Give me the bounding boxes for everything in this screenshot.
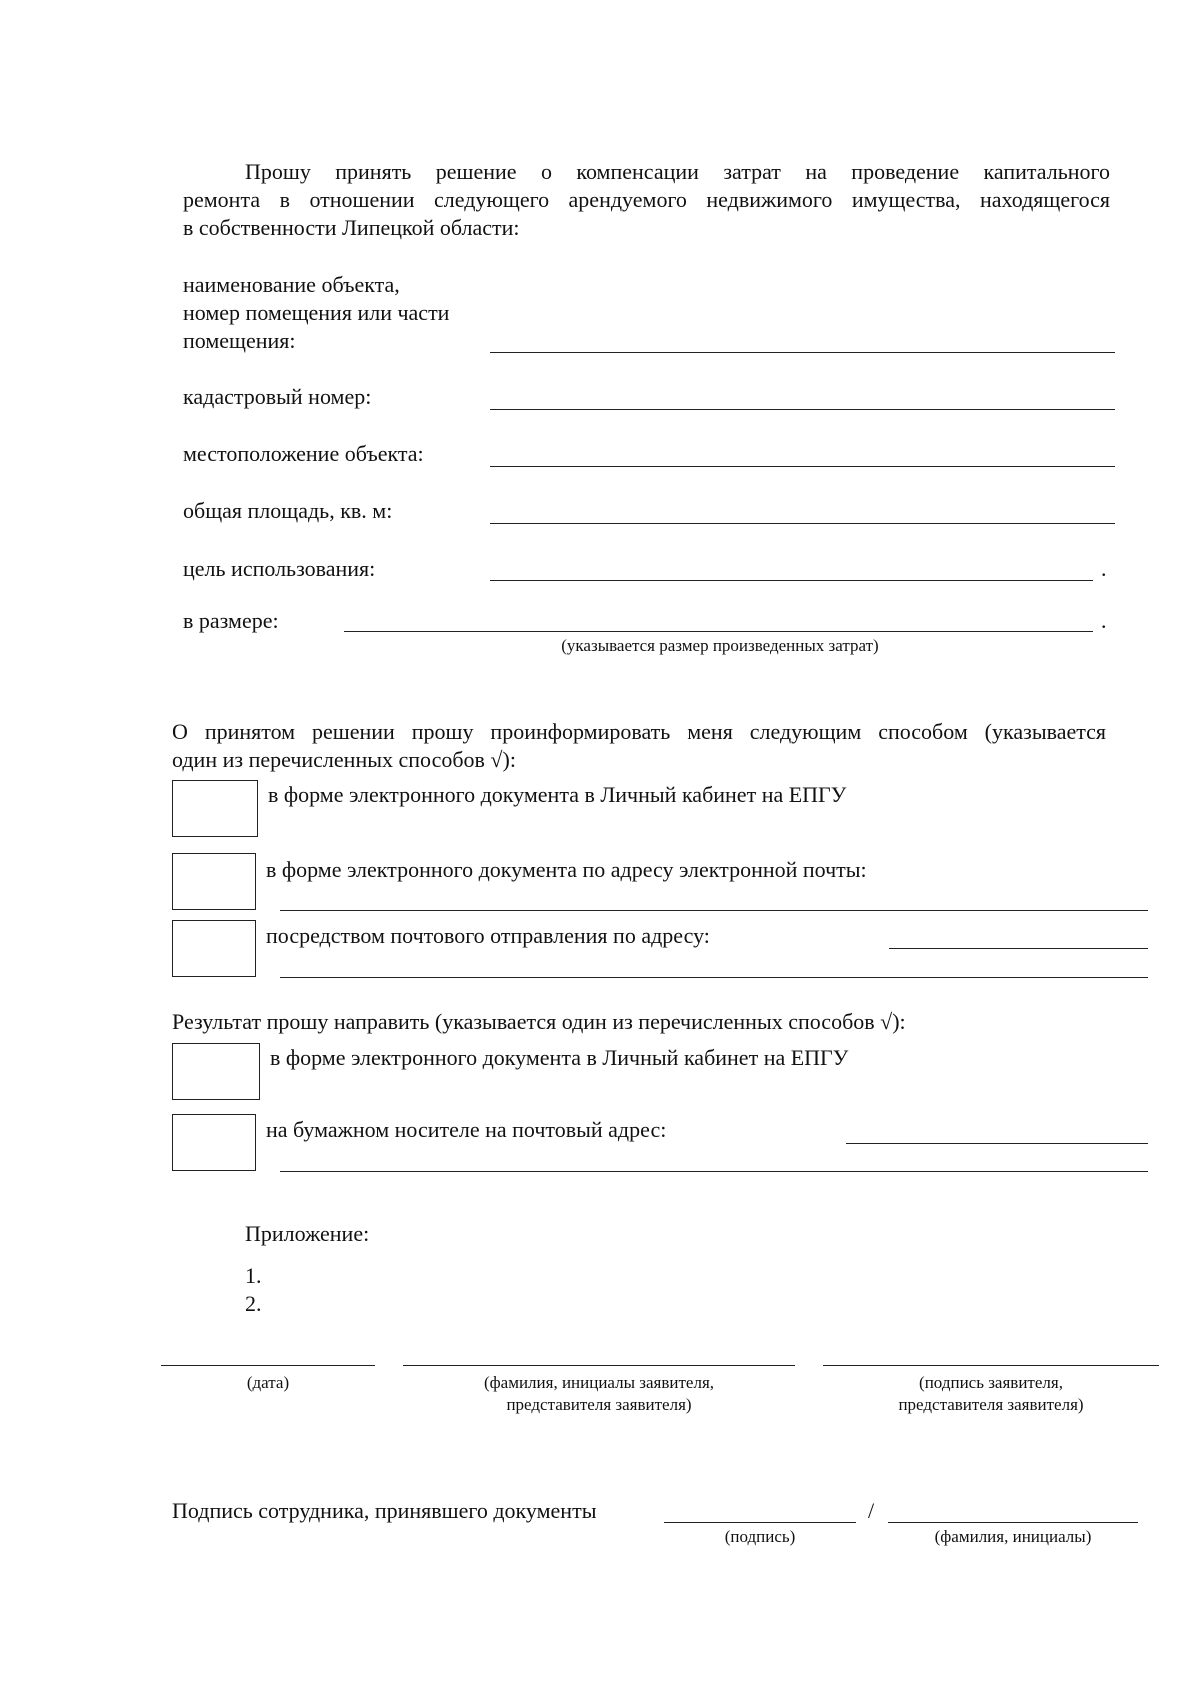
area-field[interactable] <box>490 523 1115 524</box>
location-field[interactable] <box>490 466 1115 467</box>
purpose-end-dot: . <box>1101 556 1107 581</box>
appendix-item-2: 2. <box>245 1291 262 1316</box>
inform-line-2: один из перечисленных способов √): <box>172 747 516 772</box>
result-postal-field-1[interactable] <box>846 1143 1148 1144</box>
sign-hint-1: (подпись заявителя, <box>919 1373 1063 1392</box>
inform-option-1-label: в форме электронного документа в Личный кабинет на ЕПГУ <box>268 782 847 807</box>
location-label: местоположение объекта: <box>183 441 424 466</box>
cadastral-field[interactable] <box>490 409 1115 410</box>
applicant-signature-field[interactable] <box>823 1365 1159 1366</box>
email-field[interactable] <box>280 910 1148 911</box>
amount-hint: (указывается размер произведенных затрат) <box>561 636 879 655</box>
intro-line-1: Прошу принять решение о компенсации затрат на проведение капитального <box>245 159 1110 184</box>
object-name-label-2: номер помещения или части <box>183 300 450 325</box>
amount-field[interactable] <box>344 631 1093 632</box>
employee-signature-field[interactable] <box>664 1522 856 1523</box>
employee-name-hint: (фамилия, инициалы) <box>934 1527 1092 1546</box>
purpose-field[interactable] <box>490 580 1093 581</box>
result-option-2-label: на бумажном носителе на почтовый адрес: <box>266 1117 667 1142</box>
inform-option-3-checkbox[interactable] <box>172 920 256 977</box>
appendix-title: Приложение: <box>245 1221 370 1246</box>
employee-slash: / <box>868 1498 875 1523</box>
object-name-field[interactable] <box>490 352 1115 353</box>
intro-line-3: в собственности Липецкой области: <box>183 215 520 240</box>
inform-option-2-checkbox[interactable] <box>172 853 256 910</box>
result-title: Результат прошу направить (указывается один из перечисленных способов √): <box>172 1009 906 1034</box>
postal-address-field-1[interactable] <box>889 948 1148 949</box>
appendix-item-1: 1. <box>245 1263 262 1288</box>
purpose-label: цель использования: <box>183 556 376 581</box>
result-option-2-checkbox[interactable] <box>172 1114 256 1171</box>
inform-option-3-label: посредством почтового отправления по адресу: <box>266 923 710 948</box>
date-hint: (дата) <box>246 1373 290 1392</box>
object-name-label-3: помещения: <box>183 328 296 353</box>
employee-name-field[interactable] <box>888 1522 1138 1523</box>
employee-sign-hint: (подпись) <box>724 1527 796 1546</box>
object-name-label-1: наименование объекта, <box>183 272 400 297</box>
inform-option-2-label: в форме электронного документа по адресу электронной почты: <box>266 857 867 882</box>
name-hint-2: представителя заявителя) <box>506 1395 692 1414</box>
inform-line-1: О принятом решении прошу проинформировать меня следующим способом (указывается <box>172 719 1106 744</box>
intro-line-2: ремонта в отношении следующего арендуемого недвижимого имущества, находящегося <box>183 187 1110 212</box>
cadastral-label: кадастровый номер: <box>183 384 372 409</box>
applicant-name-field[interactable] <box>403 1365 795 1366</box>
result-postal-field-2[interactable] <box>280 1171 1148 1172</box>
amount-end-dot: . <box>1101 608 1107 633</box>
postal-address-field-2[interactable] <box>280 977 1148 978</box>
sign-hint-2: представителя заявителя) <box>898 1395 1084 1414</box>
result-option-1-label: в форме электронного документа в Личный кабинет на ЕПГУ <box>270 1045 849 1070</box>
inform-option-1-checkbox[interactable] <box>172 780 258 837</box>
name-hint-1: (фамилия, инициалы заявителя, <box>483 1373 715 1392</box>
date-field[interactable] <box>161 1365 375 1366</box>
result-option-1-checkbox[interactable] <box>172 1043 260 1100</box>
amount-label: в размере: <box>183 608 279 633</box>
area-label: общая площадь, кв. м: <box>183 498 393 523</box>
employee-signature-label: Подпись сотрудника, принявшего документы <box>172 1498 597 1523</box>
